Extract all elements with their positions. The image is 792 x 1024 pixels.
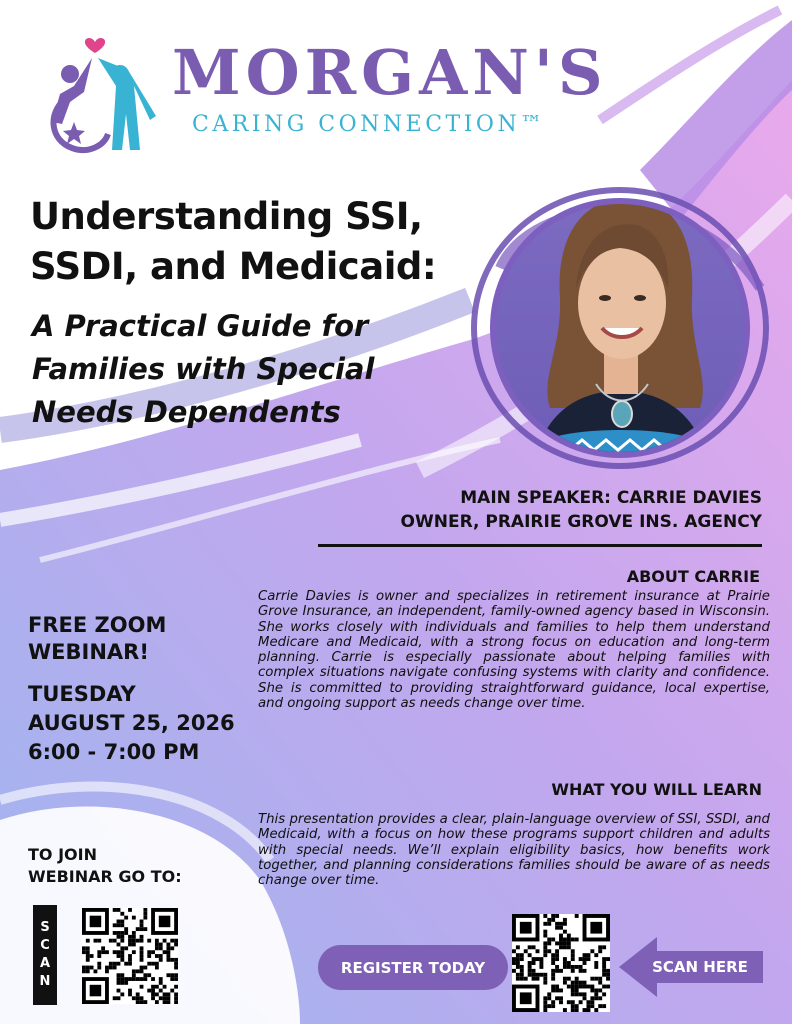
event-day: TUESDAY — [28, 682, 136, 706]
free-line: FREE ZOOM — [28, 613, 167, 637]
title-line: Understanding SSI, — [30, 195, 423, 238]
title-line: SSDI, and Medicaid: — [30, 245, 437, 288]
join-line: WEBINAR GO TO: — [28, 867, 182, 886]
brand-name: MORGAN'S — [172, 36, 608, 109]
subtitle-line: Families with Special — [32, 352, 375, 386]
scan-here-button[interactable] — [617, 935, 765, 999]
learn-heading: WHAT YOU WILL LEARN — [551, 780, 762, 799]
heart-icon — [85, 38, 105, 53]
scan-tag — [33, 905, 57, 1005]
event-time: 6:00 - 7:00 PM — [28, 740, 200, 764]
page-title — [30, 192, 470, 292]
event-date: AUGUST 25, 2026 — [28, 711, 235, 735]
free-webinar-label — [28, 612, 238, 666]
join-line: TO JOIN — [28, 845, 97, 864]
qr-code-icon[interactable] — [82, 908, 178, 1004]
join-instructions — [28, 844, 238, 888]
event-datetime — [28, 680, 258, 767]
speaker-info — [300, 486, 762, 534]
learn-text: This presentation provides a clear, plain-language overview of SSI, SSDI, and Medicaid, with a focus on how these programs support children and adults with special needs. We’ll explain eligibility basics, how benefits work together, and planning considerations families should be aware of as needs change over time. — [258, 812, 770, 889]
about-text: Carrie Davies is owner and specializes in retirement insurance at Prairie Grove Insurance, an independent, family-owned agency based in Wisconsin. She works closely with individuals and families to help them understand Medicare and Medicaid, with a strong focus on education and long-term planning. Carrie is especially passionate about helping families with complex situations navigate confusing systems with clarity and confidence. She is committed to providing straightforward guidance, local expertise, and ongoing support as needs change over time. — [258, 589, 770, 712]
divider — [318, 544, 762, 547]
about-heading: ABOUT CARRIE — [626, 567, 760, 586]
speaker-title: OWNER, PRAIRIE GROVE INS. AGENCY — [400, 512, 762, 532]
scan-label: S C A N — [39, 920, 51, 989]
scan-here-label: SCAN HERE — [652, 958, 748, 976]
speaker-photo — [470, 178, 770, 478]
brand-subtitle: CARING CONNECTION™ — [192, 112, 546, 137]
free-line: WEBINAR! — [28, 640, 149, 664]
star-icon — [63, 122, 85, 144]
logo-people-icon — [30, 30, 160, 155]
subtitle-line: Needs Dependents — [32, 395, 341, 429]
register-today-button[interactable]: REGISTER TODAY — [318, 945, 508, 990]
qr-code-icon[interactable] — [512, 914, 610, 1012]
speaker-name: MAIN SPEAKER: CARRIE DAVIES — [460, 488, 762, 508]
subtitle-line: A Practical Guide for — [32, 309, 369, 343]
page-subtitle — [32, 305, 452, 434]
